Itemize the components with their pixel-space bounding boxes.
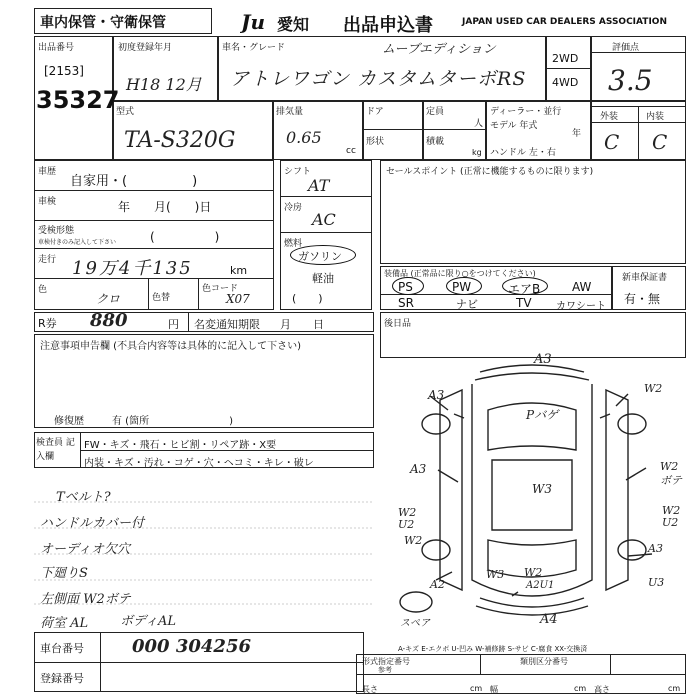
car-name-value: アトレワゴン カスタムターボRS (230, 68, 527, 90)
inspection-value: 年 月( )日 (118, 200, 212, 214)
capacity-label: 定員 (426, 107, 445, 117)
color-code-label: 色コード (202, 284, 239, 294)
length-unit: cm (470, 684, 483, 693)
type-form-label: 受検形態 (38, 226, 75, 236)
height-unit: cm (668, 684, 681, 693)
mileage-unit: km (230, 264, 248, 277)
form-ref-label: 参考 (378, 666, 392, 674)
history-value: 自家用・( ) (70, 174, 198, 189)
shape-label: 形状 (366, 137, 385, 147)
mark-w2-rear: W2 (524, 566, 543, 579)
mark-bote: ボテ (660, 474, 682, 487)
exterior-grade: C (604, 130, 620, 154)
drive-2wd: 2WD (552, 52, 579, 65)
width-label: 幅 (490, 685, 498, 694)
recycle-label: R券 (38, 317, 57, 330)
equip-airbag-circle (502, 277, 548, 295)
form-number-label: 形式指定番号 (362, 657, 410, 666)
form-title: 出品申込書 (343, 15, 433, 36)
lot-label: 出品番号 (38, 43, 75, 53)
equip-pw: PW (452, 280, 472, 294)
repair-value: 有 (箇所 ) (112, 416, 233, 427)
recycle-unit: 円 (168, 318, 179, 331)
lot-number: 35327 (36, 86, 120, 114)
diagram-legend: A-キズ E-エクボ U-凹み W-補修跡 S-サビ C-腐食 XX-交換済 (398, 645, 588, 653)
shift-value: AT (308, 176, 330, 195)
equip-aw: AW (572, 280, 592, 294)
model-value: TA-S320G (124, 128, 236, 153)
year-unit: 年 (572, 129, 582, 139)
dealer-label: ディーラー・並行 (490, 107, 562, 117)
equip-ps-circle (392, 277, 424, 295)
chassis-label: 車台番号 (40, 642, 84, 655)
inspector-label: 検査員 記入欄 (36, 438, 75, 462)
notes-label: 注意事項申告欄 (不具合内容等は具体的に記入して下さい) (40, 341, 301, 352)
repair-label: 修復歴 (54, 416, 84, 427)
shift-label: シフト (284, 167, 312, 177)
ac-label: 冷房 (284, 203, 303, 213)
interior-label: 内装 (646, 112, 665, 122)
comment-1: Tベルト? (56, 490, 111, 505)
mark-w3-rear: W3 (486, 568, 505, 581)
interior-grade: C (652, 130, 668, 154)
name-change-value: 月 日 (280, 318, 324, 331)
registration-value: H18 12月 (126, 75, 202, 94)
mark-p-bage: Pバゲ (526, 408, 559, 422)
mark-w2-right-mid: W2 (660, 460, 679, 473)
equip-sr: SR (398, 296, 414, 310)
mark-a2-left-rear: A2 (430, 578, 445, 591)
equip-tv: TV (516, 296, 532, 310)
inspector-row2: 内装・キズ・汚れ・コゲ・穴・ヘコミ・キレ・破レ (84, 458, 314, 469)
sales-label: セールスポイント (正常に機能するものに限ります) (386, 167, 594, 177)
color-change-label: 色替 (152, 293, 171, 303)
warranty-label: 新車保証書 (622, 273, 668, 283)
lot-sub: [2153] (44, 64, 84, 78)
equip-leather: カワシート (556, 301, 606, 312)
displacement-value: 0.65 (286, 128, 322, 147)
fuel-gasoline: ガソリン (298, 250, 342, 263)
model-label: 型式 (116, 107, 135, 117)
car-name-label: 車名・グレード (222, 43, 286, 53)
svg-text:Ju: Ju (241, 11, 266, 33)
mark-a3-right-low: A3 (648, 542, 663, 555)
type-form-value: ( ) (150, 230, 220, 244)
mark-u2-left: U2 (398, 518, 415, 531)
comment-6: 荷室 AL (40, 616, 89, 631)
chassis-value: 000 304256 (132, 636, 251, 657)
inspection-label: 車検 (38, 197, 57, 207)
comment-lines (34, 486, 374, 616)
model-year-label: モデル 年式 (490, 121, 538, 131)
inspector-row1: FW・キズ・飛石・ヒビ割・リペア跡・X要 (84, 440, 277, 451)
comment-7: ボディAL (120, 614, 176, 629)
load-label: 積載 (426, 137, 445, 147)
comment-5: 左側面 W2ボテ (40, 592, 131, 607)
width-unit: cm (574, 684, 587, 693)
equip-pw-circle (446, 277, 482, 295)
brand-logo (240, 11, 278, 33)
handle-label: ハンドル 左・右 (490, 148, 556, 158)
comment-2: ハンドルカバー付 (40, 516, 145, 531)
mark-w2-right-top: W2 (644, 382, 663, 395)
drive-4wd: 4WD (552, 76, 579, 89)
mark-spare: スペア (400, 618, 430, 629)
mark-w2-right-2: W2 (662, 504, 681, 517)
comment-3: オーディオ欠穴 (40, 542, 130, 557)
brand-name: 愛知 (277, 15, 310, 34)
history-label: 車歴 (38, 167, 57, 177)
mark-w3-roof: W3 (532, 482, 552, 496)
capacity-unit: 人 (474, 119, 484, 129)
after-date-label: 後日品 (384, 319, 412, 329)
equipment-label: 装備品 (正常品に限り○をつけてください) (384, 269, 536, 278)
grade-label: 評価点 (612, 43, 640, 53)
mark-u3-right: U3 (648, 576, 665, 589)
fuel-diesel: 軽油 (312, 272, 334, 285)
fuel-other: ( ) (292, 292, 323, 305)
mark-a3-left: A3 (428, 388, 445, 402)
mileage-value: 19万4千135 (72, 258, 193, 279)
association-name: JAPAN USED CAR DEALERS ASSOCIATION (462, 17, 667, 27)
mark-w2-left: W2 (398, 506, 417, 519)
recycle-value: 880 (90, 310, 128, 331)
class-number-label: 類別区分番号 (520, 657, 568, 666)
load-unit: kg (472, 148, 482, 157)
registration-label: 初度登録年月 (118, 43, 173, 53)
equip-navi: ナビ (456, 298, 478, 311)
equip-airbag: エアB (508, 282, 541, 296)
mark-w2-left-2: W2 (404, 534, 423, 547)
fuel-label: 燃料 (284, 239, 303, 249)
doors-label: ドア (366, 107, 384, 117)
mark-a3-side: A3 (410, 462, 427, 476)
mark-a3-front: A3 (534, 352, 552, 367)
mileage-label: 走行 (38, 255, 57, 265)
name-change-label: 名変通知期限 (194, 318, 260, 331)
ac-value: AC (312, 210, 336, 229)
mark-a4-rear: A4 (540, 612, 558, 627)
grade-score: 3.5 (608, 64, 653, 97)
comment-4: 下廻りS (40, 566, 88, 581)
height-label: 高さ (594, 685, 610, 694)
length-label: 長さ (362, 685, 378, 694)
color-label: 色 (38, 285, 48, 295)
exterior-label: 外装 (600, 112, 619, 122)
car-name-addition: ムーブエディション (382, 42, 496, 57)
type-form-sub: 車検付きのみ記入して下さい (38, 239, 117, 246)
mark-u2-right: U2 (662, 516, 679, 529)
displacement-unit: cc (346, 146, 356, 156)
color-value: クロ (96, 292, 121, 306)
displacement-label: 排気量 (276, 107, 304, 117)
reg-number-label: 登録番号 (40, 672, 84, 685)
equip-ps: PS (398, 280, 413, 294)
mark-a2u1-rear: A2U1 (526, 580, 555, 591)
storage-label: 車内保管・守衛保管 (40, 15, 166, 31)
warranty-value: 有・無 (624, 292, 661, 306)
color-code-value: X07 (226, 292, 250, 306)
